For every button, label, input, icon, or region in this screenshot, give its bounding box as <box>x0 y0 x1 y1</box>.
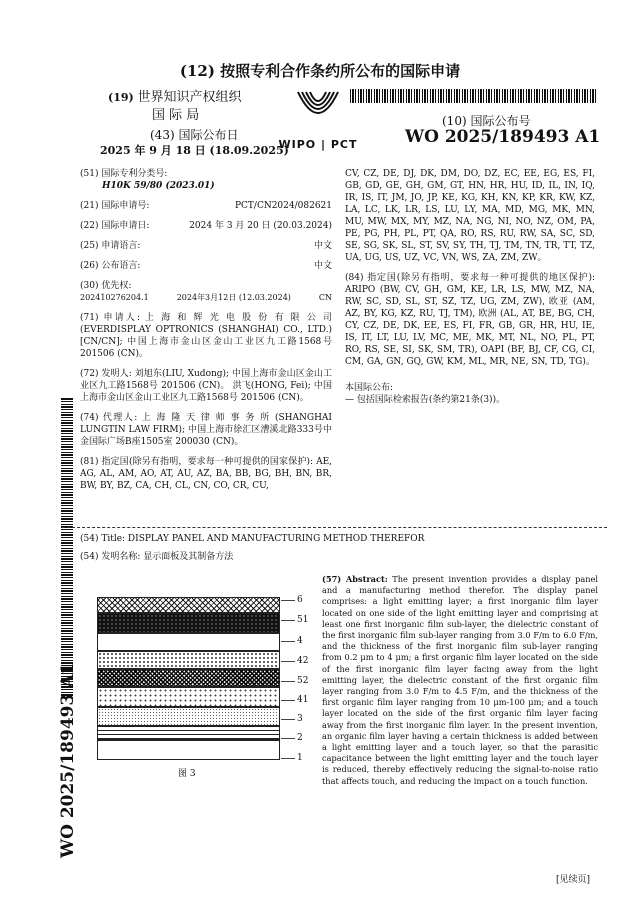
field-22-label: (22) 国际申请日: <box>80 221 150 231</box>
label-layer-52: 52 <box>297 676 309 686</box>
pub-number: WO 2025/189493 A1 <box>405 127 601 147</box>
field-25 <box>80 240 332 252</box>
layer-3 <box>97 707 280 726</box>
layer-52 <box>97 669 280 687</box>
field-22 <box>80 220 332 232</box>
abstract-text: The present invention provides a display panel and a manufacturing method therefor. The display panel comprises: a light emitting layer; a first inorganic film layer located on one side of the light emitting layer and comprising at least one first inorganic film sub-layer, the dielectric constant of the first inorganic film sub-layer ranging from 3.0 F/m to 6.0 F/m, and the thickness of the first inorganic film sub-layer ranging from 0.2 μm to 4 μm; a first organic film layer located on the side of the first inorganic film layer facing away from the light emitting layer, the dielectric constant of the first organic film layer ranging from 3.0 F/m to 4.5 F/m, and the thickness of the first organic film layer ranging from 10 μm-100 μm; and a touch layer located on the side of the first organic film layer facing away from the first inorganic film layer. In the present invention, an organic film layer having a certain thickness is added between a light emitting layer and a touch layer, so that the parasitic capacitance between the light emitting layer and the touch layer is reduced, thereby effectively reducing the signal-to-noise ratio that affects touch, and reducing the impact on a touch function. <box>322 574 598 786</box>
layer-4 <box>97 633 280 651</box>
label-layer-3: 3 <box>297 714 303 724</box>
section-divider <box>62 527 607 528</box>
pub-date-label: (43) 国际公布日 <box>150 128 239 142</box>
side-publication-number: WO 2025/189493 A1 <box>58 662 78 858</box>
org-header <box>108 86 242 105</box>
wipo-logo-text: WIPO | PCT <box>278 138 358 151</box>
label-layer-41: 41 <box>297 695 309 705</box>
left-bibliography <box>80 168 332 492</box>
layer-41 <box>97 687 280 707</box>
priority-country: CN <box>318 293 332 302</box>
figure-caption: 图 3 <box>178 769 196 779</box>
right-bibliography <box>345 168 595 406</box>
field-25-label: (25) 申请语言: <box>80 241 141 251</box>
label-layer-42: 42 <box>297 656 309 666</box>
field-74-agent: (74) 代理人: 上 海 隆 天 律 师 事 务 所 (SHANGHAI LUNGTIN LAW FIRM); 中国上海市徐汇区漕溪北路333号中金国际广场B座1505室 200030 (CN)。 <box>80 413 332 447</box>
field-51-value: H10K 59/80 (2023.01) <box>102 181 215 191</box>
field-72-inventors: (72) 发明人: 刘旭东(LIU, Xudong); 中国上海市金山区金山工业区九工路1568号 201506 (CN)。 洪飞(HONG, Fei); 中国上海市金山区金山工业区九工路1568号 201506 (CN)。 <box>80 369 332 403</box>
abstract <box>322 574 598 787</box>
org-code: (19) <box>108 91 134 104</box>
field-30 <box>80 292 332 304</box>
pub-no-label: (10) 国际公布号 <box>442 114 531 128</box>
layer-6 <box>97 597 280 613</box>
priority-date: 2024年3月12日 (12.03.2024) <box>176 293 291 302</box>
field-30-label: (30) 优先权: <box>80 281 132 291</box>
title-cn: (54) 发明名称: 显示面板及其制备方法 <box>80 552 234 562</box>
barcode <box>350 89 598 103</box>
field-21 <box>80 200 332 212</box>
field-21-label: (21) 国际申请号: <box>80 201 150 211</box>
continued-note: [见续页] <box>556 875 591 885</box>
published-item: — 包括国际检索报告(条约第21条(3))。 <box>345 395 506 405</box>
layer-42 <box>97 651 280 669</box>
title-en: (54) Title: DISPLAY PANEL AND MANUFACTURING METHOD THEREFOR <box>80 534 425 544</box>
field-26-value: 中文 <box>313 261 332 271</box>
layer-1 <box>97 740 280 760</box>
field-22-value: 2024 年 3 月 20 日 (20.03.2024) <box>189 221 332 231</box>
label-layer-51: 51 <box>297 615 309 625</box>
field-81-designated-states: (81) 指定国(除另有指明，要求每一种可提供的国家保护): AE, AG, AL, AM, AO, AT, AU, AZ, BA, BB, BG, BH, BN, BR, BW, BY, BZ, CA, CH, CL, CN, CO, CR, CU, <box>80 457 332 491</box>
org-sub: 国 际 局 <box>152 108 200 123</box>
label-layer-1: 1 <box>297 753 303 763</box>
field-51-label: (51) 国际专利分类号: <box>80 169 168 179</box>
layer-51 <box>97 613 280 633</box>
field-26-label: (26) 公布语言: <box>80 261 141 271</box>
label-layer-6: 6 <box>297 595 303 605</box>
abstract-label: (57) Abstract: <box>322 574 388 584</box>
field-21-value: PCT/CN2024/082621 <box>234 201 332 211</box>
published-label: 本国际公布: <box>345 383 394 393</box>
field-71-applicant: (71) 申请人: 上 海 和 辉 光 电 股 份 有 限 公 司(EVERDISPLAY OPTRONICS (SHANGHAI) CO., LTD.) [CN/CN]; 中国上海市金山区金山工业区九工路1568号 201506 (CN)。 <box>80 313 332 359</box>
vertical-barcode <box>61 398 73 698</box>
document-title: (12) 按照专利合作条约所公布的国际申请 <box>179 62 461 80</box>
field-25-value: 中文 <box>313 241 332 251</box>
wipo-logo <box>278 84 358 154</box>
pub-date: 2025 年 9 月 18 日 (18.09.2025) <box>100 144 289 157</box>
field-81-continued: CV, CZ, DE, DJ, DK, DM, DO, DZ, EC, EE, EG, ES, FI, GB, GD, GE, GH, GM, GT, HN, HR, HU, ID, IL, IN, IQ, IR, IS, IT, JM, JO, JP, KE, KG, KH, KN, KP, KR, KW, KZ, LA, LC, LK, LR, LS, LU, LY, MA, MD, MG, MK, MN, MU, MW, MX, MY, MZ, NA, NG, NI, NO, NZ, OM, PA, PE, PG, PH, PL, PT, QA, RO, RS, RU, RW, SA, SC, SD, SE, SG, SK, SL, ST, SV, SY, TH, TJ, TM, TN, TR, TT, TZ, UA, UG, US, UZ, VC, VN, WS, ZA, ZM, ZW。 <box>345 169 595 263</box>
wipo-logo-icon <box>278 84 358 134</box>
label-layer-4: 4 <box>297 636 303 646</box>
org-name: 世界知识产权组织 <box>137 90 242 105</box>
layer-2 <box>97 726 280 740</box>
label-layer-2: 2 <box>297 733 303 743</box>
priority-number: 202410276204.1 <box>80 293 149 302</box>
field-26 <box>80 260 332 272</box>
field-84-regional-states: (84) 指定国(除另有指明，要求每一种可提供的地区保护): ARIPO (BW, CV, GH, GM, KE, LR, LS, MW, MZ, NA, RW, SC, SD, SL, ST, SZ, TZ, UG, ZM, ZW), 欧亚 (AM, AZ, BY, KG, KZ, RU, TJ, TM), 欧洲 (AL, AT, BE, BG, CH, CY, CZ, DE, DK, EE, ES, FI, FR, GB, GR, HR, HU, IE, IS, IT, LT, LU, LV, MC, ME, MK, MT, NL, NO, PL, PT, RO, RS, SE, SI, SK, SM, TR), OAPI (BF, BJ, CF, CG, CI, CM, GA, GN, GQ, GW, KM, ML, MR, NE, SN, TD, TG)。 <box>345 273 595 367</box>
